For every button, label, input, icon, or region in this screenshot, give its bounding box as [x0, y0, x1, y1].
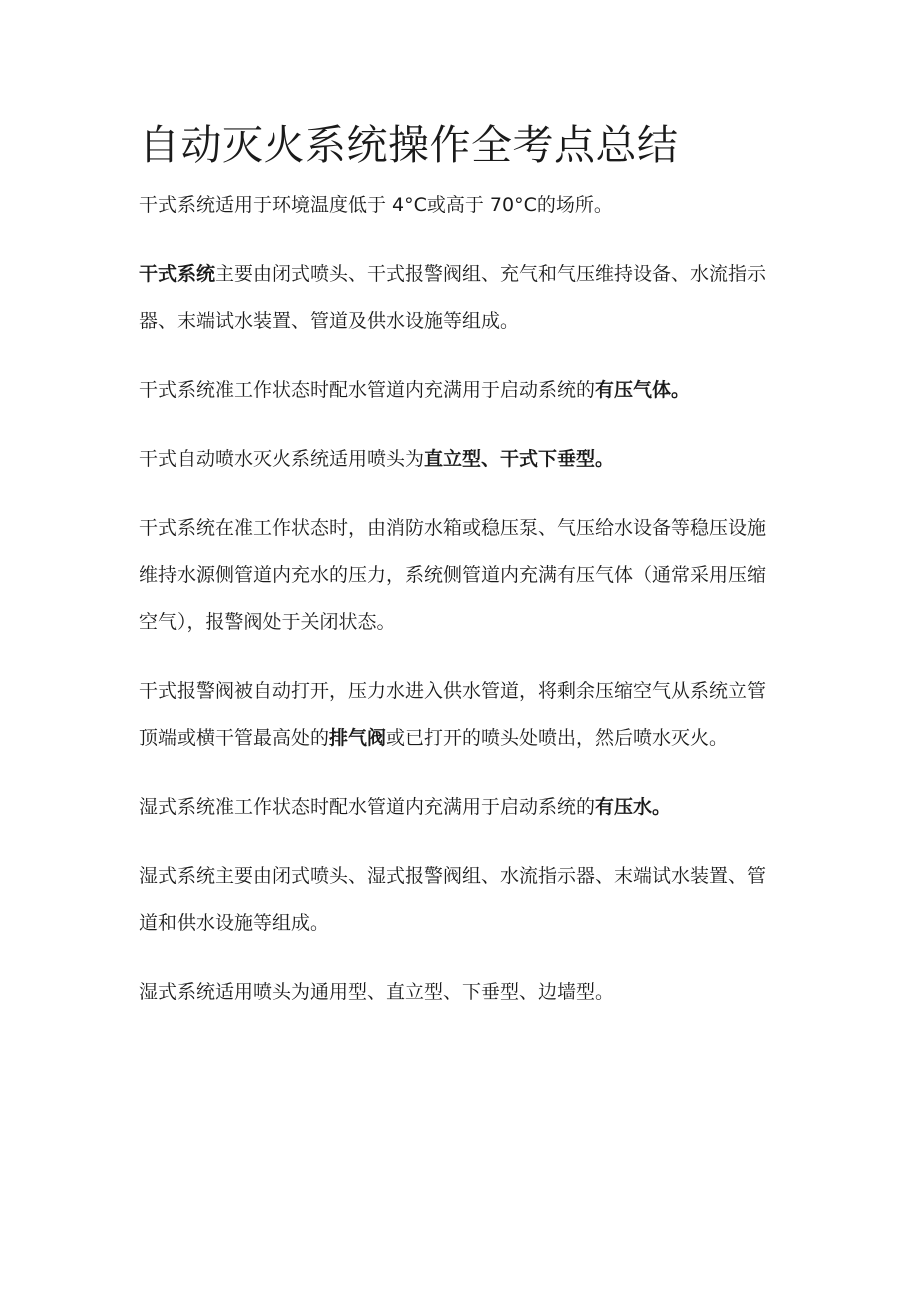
text-segment: 干式自动喷水灭火系统适用喷头为: [139, 448, 425, 470]
paragraph-dry-system-temperature: [139, 182, 784, 229]
bold-term: 干式系统: [139, 263, 216, 285]
paragraph-dry-system-standby: [139, 367, 784, 414]
paragraph-dry-system-pressure: [139, 505, 784, 646]
bold-term: 有压水。: [595, 796, 672, 818]
text-segment: 或已打开的喷头处喷出，然后喷水灭火。: [386, 727, 729, 749]
text-segment: 湿式系统适用喷头为通用型、直立型、下垂型、边墙型。: [139, 981, 615, 1003]
paragraph-wet-system-standby: [139, 784, 784, 831]
bold-term: 排气阀: [329, 727, 387, 749]
text-segment: 干式系统适用于环境温度低于 4°C或高于 70°C的场所。: [139, 194, 613, 216]
text-segment: 干式系统在准工作状态时，由消防水箱或稳压泵、气压给水设备等稳压设施维持水源侧管道内充水的压力，系统侧管道内充满有压气体（通常采用压缩空气），报警阀处于关闭状态。: [139, 517, 767, 633]
paragraph-wet-system-components: [139, 853, 784, 947]
text-segment: 主要由闭式喷头、干式报警阀组、充气和气压维持设备、水流指示器、末端试水装置、管道及供水设施等组成。: [139, 263, 767, 332]
text-segment: 湿式系统准工作状态时配水管道内充满用于启动系统的: [139, 796, 596, 818]
bold-term: 直立型、干式下垂型。: [424, 448, 615, 470]
bold-term: 有压气体。: [595, 379, 691, 401]
text-segment: 湿式系统主要由闭式喷头、湿式报警阀组、水流指示器、末端试水装置、管道和供水设施等组成。: [139, 865, 767, 934]
paragraph-wet-system-sprinkler: [139, 969, 784, 1016]
paragraph-dry-valve-operation: [139, 668, 784, 762]
paragraph-dry-system-sprinkler: [139, 436, 784, 483]
paragraph-dry-system-components: [139, 251, 784, 345]
page-title: 自动灭火系统操作全考点总结: [139, 121, 679, 169]
text-segment: 干式报警阀被自动打开，压力水进入供水管道，将剩余压缩空气从系统立管顶端或横干管最高处的: [139, 680, 767, 749]
text-segment: 干式系统准工作状态时配水管道内充满用于启动系统的: [139, 379, 596, 401]
document-page: [139, 112, 784, 1038]
